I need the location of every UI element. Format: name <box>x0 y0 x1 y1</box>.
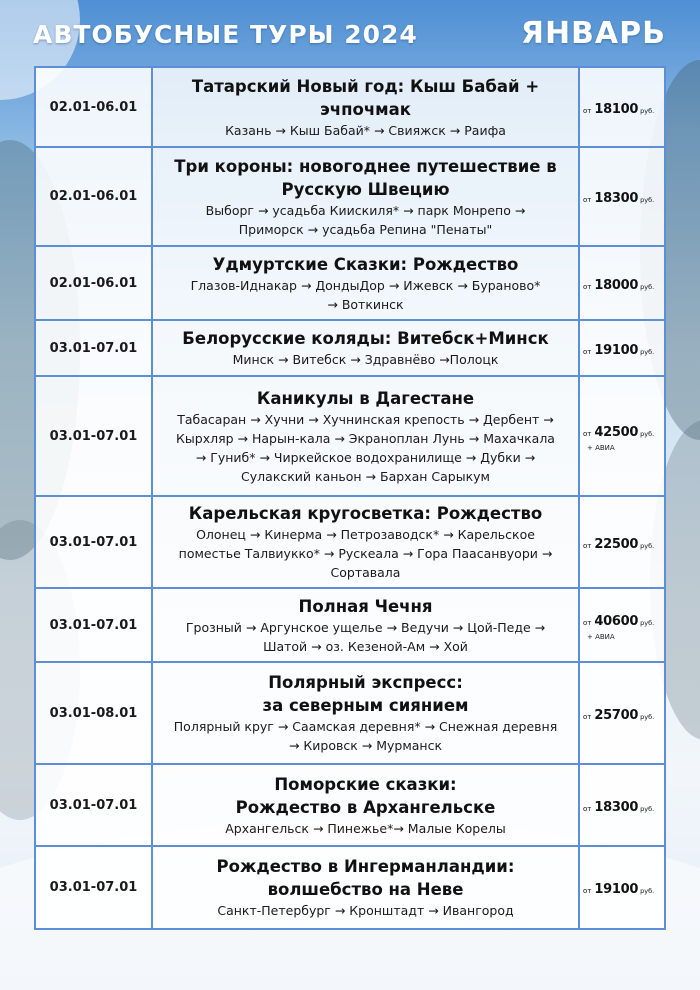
tour-route: Казань → Кыш Бабай* → Свияжск → Раифа <box>225 122 506 138</box>
tour-row <box>36 663 664 765</box>
tour-row <box>36 377 664 497</box>
tour-info <box>153 663 580 763</box>
tour-route: Сортавала <box>330 565 401 580</box>
price-value: 19100 <box>594 342 639 358</box>
tour-title: Три короны: новогоднее путешествие в <box>174 156 557 176</box>
tour-title: Полная Чечня <box>298 596 433 616</box>
tour-route: Кырхляр → Нарын-кала → Экраноплан Лунь → Махачкала <box>176 430 555 446</box>
tour-row <box>36 247 664 321</box>
tour-route: Грозный → Аргунское ущелье → Ведучи → Цой-Педе → <box>185 619 546 635</box>
tour-info <box>153 148 580 245</box>
tour-price <box>580 247 664 319</box>
price-currency: руб. <box>640 804 655 813</box>
price-prefix: от <box>583 887 592 895</box>
price-prefix: от <box>583 106 592 115</box>
tour-price <box>580 663 664 763</box>
tour-dates: 03.01-07.01 <box>36 765 153 845</box>
tour-info <box>153 68 580 146</box>
tour-route: Шатой → оз. Кезеной-Ам → Хой <box>263 638 468 654</box>
tour-title: Полярный экспресс: <box>268 673 463 692</box>
tour-title: Карельская кругосветка: Рождество <box>188 504 543 523</box>
tour-row <box>36 148 664 247</box>
tour-row <box>36 321 664 377</box>
tour-info <box>153 321 580 375</box>
price-prefix: от <box>583 282 592 291</box>
tour-route: Сулакский каньон → Бархан Сарыкум <box>241 468 490 484</box>
price-prefix: от <box>583 541 592 550</box>
page-header <box>0 0 700 66</box>
price-value: 22500 <box>594 536 639 552</box>
tour-price <box>580 497 664 587</box>
tour-price <box>580 148 664 245</box>
price-value: 18300 <box>594 191 639 206</box>
price-currency: руб. <box>640 282 655 291</box>
tour-dates: 03.01-07.01 <box>36 589 153 661</box>
price-currency: руб. <box>640 106 655 115</box>
tour-title: Татарский Новый год: Кыш Бабай + <box>191 76 540 96</box>
price-value: 42500 <box>594 424 639 440</box>
tour-route: → Гуниб* → Чиркейское водохранилище → Дубки → <box>195 449 536 465</box>
price-currency: руб. <box>640 541 655 550</box>
price-currency: руб. <box>640 712 655 721</box>
tour-price <box>580 765 664 845</box>
tour-title: Русскую Швецию <box>281 179 450 199</box>
tour-title: Рождество в Ингерманландии: <box>216 857 515 876</box>
price-prefix: от <box>583 429 592 438</box>
tours-table <box>34 66 666 930</box>
price-currency: руб. <box>640 618 655 627</box>
tour-dates: 03.01-07.01 <box>36 377 153 495</box>
tour-price <box>580 847 664 928</box>
tour-info <box>153 765 580 845</box>
tour-dates: 03.01-07.01 <box>36 497 153 587</box>
tour-route: Приморск → усадьба Репина "Пенаты" <box>238 221 493 237</box>
tour-row <box>36 847 664 928</box>
tour-title: волшебство на Неве <box>267 880 464 899</box>
price-value: 19100 <box>594 882 639 897</box>
price-prefix: от <box>583 618 592 627</box>
tour-route: Глазов-Иднакар → ДондыДор → Ижевск → Бураново* <box>190 277 541 293</box>
tour-title: Белорусские коляды: Витебск+Минск <box>182 329 549 348</box>
price-prefix: от <box>583 804 592 813</box>
tour-dates: 02.01-06.01 <box>36 247 153 319</box>
tour-info <box>153 377 580 495</box>
tour-price <box>580 589 664 661</box>
tour-row <box>36 497 664 589</box>
tour-row <box>36 68 664 148</box>
price-value: 25700 <box>594 707 639 723</box>
price-currency: руб. <box>640 347 655 356</box>
price-value: 40600 <box>594 613 639 629</box>
tour-info <box>153 847 580 928</box>
tour-dates: 02.01-06.01 <box>36 148 153 245</box>
price-currency: руб. <box>640 196 655 204</box>
tour-route: поместье Талвиукко* → Рускеала → Гора Паасанвуори → <box>178 546 553 561</box>
tour-route: Санкт-Петербург → Кронштадт → Ивангород <box>217 903 514 918</box>
price-prefix: от <box>583 347 592 356</box>
tour-dates: 02.01-06.01 <box>36 68 153 146</box>
price-note: + АВИА <box>587 443 615 452</box>
price-value: 18000 <box>594 277 639 293</box>
tour-dates: 03.01-08.01 <box>36 663 153 763</box>
tour-route: Выборг → усадьба Киискиля* → парк Монрепо → <box>205 202 526 218</box>
tour-row <box>36 765 664 847</box>
tour-price <box>580 377 664 495</box>
tour-price <box>580 321 664 375</box>
tour-info <box>153 589 580 661</box>
tour-title: Поморские сказки: <box>274 774 457 794</box>
price-value: 18100 <box>594 101 639 117</box>
tour-title: Каникулы в Дагестане <box>256 388 475 408</box>
tour-route: → Воткинск <box>327 296 404 312</box>
tour-route: Архангельск → Пинежье*→ Малые Корелы <box>225 820 506 836</box>
price-currency: руб. <box>640 887 655 895</box>
month-title: ЯНВАРЬ <box>520 16 666 51</box>
tour-title: эчпочмак <box>320 99 411 119</box>
tour-title: за северным сиянием <box>262 696 469 715</box>
tour-dates: 03.01-07.01 <box>36 847 153 928</box>
page-title: АВТОБУСНЫЕ ТУРЫ 2024 <box>33 20 418 49</box>
tour-info <box>153 247 580 319</box>
tour-info <box>153 497 580 587</box>
price-prefix: от <box>583 712 592 721</box>
price-currency: руб. <box>640 429 655 438</box>
tour-title: Удмуртские Сказки: Рождество <box>212 254 519 274</box>
tour-route: Олонец → Кинерма → Петрозаводск* → Карельское <box>196 527 535 542</box>
tour-route: Минск → Витебск → Здравнёво →Полоцк <box>232 352 499 367</box>
price-prefix: от <box>583 196 592 204</box>
tour-price <box>580 68 664 146</box>
tour-row <box>36 589 664 663</box>
tour-title: Рождество в Архангельске <box>235 797 496 817</box>
tour-route: → Кировск → Мурманск <box>288 738 443 753</box>
tour-dates: 03.01-07.01 <box>36 321 153 375</box>
price-note: + АВИА <box>587 632 615 641</box>
tour-route: Табасаран → Хучни → Хучнинская крепость → Дербент → <box>177 411 554 427</box>
tour-route: Полярный круг → Саамская деревня* → Снежная деревня <box>173 719 558 734</box>
price-value: 18300 <box>594 799 639 815</box>
